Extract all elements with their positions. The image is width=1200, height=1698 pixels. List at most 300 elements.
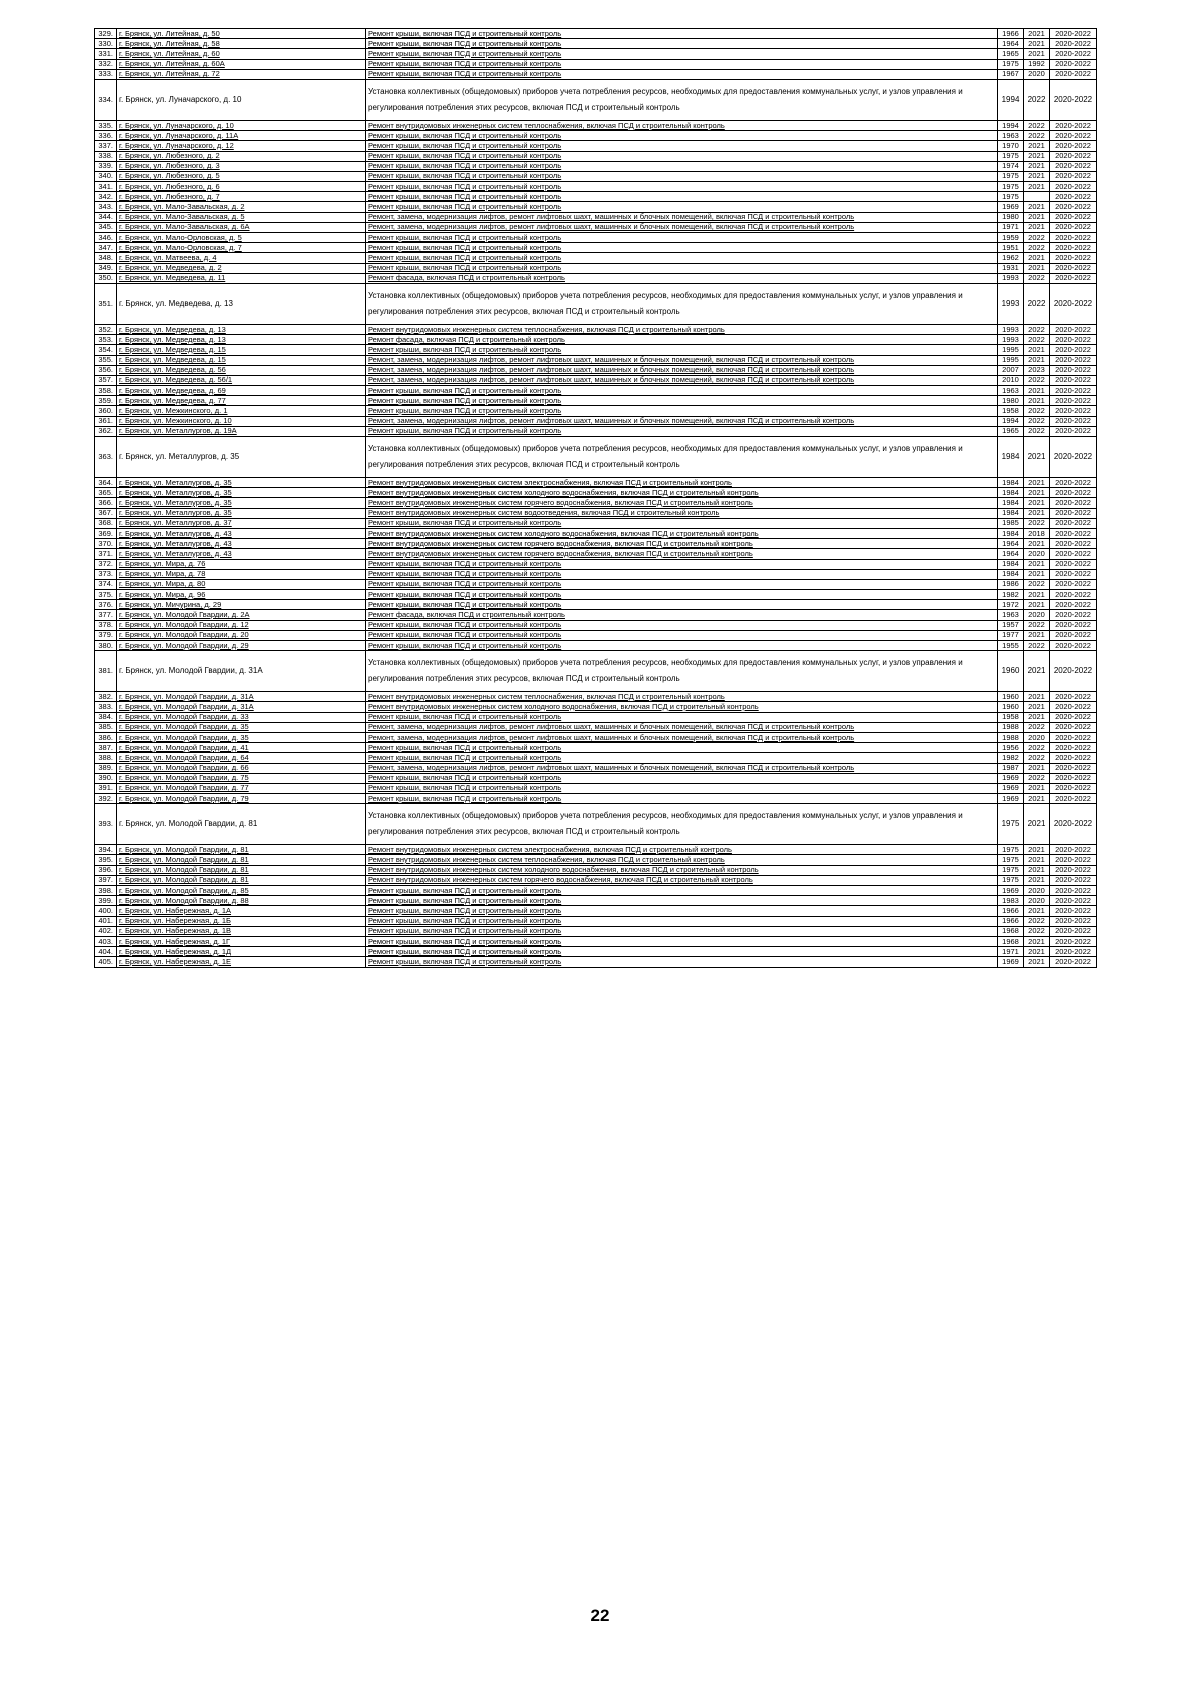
- build-year-cell: 1965: [998, 49, 1024, 59]
- planned-year-cell: 2022: [1024, 743, 1050, 753]
- empty-cell: [1113, 579, 1155, 589]
- table-row: [95, 437, 1155, 478]
- period-cell: 2020-2022: [1050, 120, 1097, 130]
- build-year-cell: 1960: [998, 702, 1024, 712]
- empty-cell: [1097, 947, 1113, 957]
- table-row: [95, 947, 1155, 957]
- empty-cell: [1113, 120, 1155, 130]
- address-cell: г. Брянск, ул. Мира, д. 96: [117, 590, 366, 600]
- row-number: 401.: [95, 916, 117, 926]
- period-cell: 2020-2022: [1050, 243, 1097, 253]
- address-cell: г. Брянск, ул. Молодой Гвардии, д. 85: [117, 886, 366, 896]
- table-row: [95, 69, 1155, 79]
- build-year-cell: 1975: [998, 855, 1024, 865]
- table-row: [95, 406, 1155, 416]
- period-cell: 2020-2022: [1050, 794, 1097, 804]
- address-cell: г. Брянск, ул. Металлургов, д. 35: [117, 508, 366, 518]
- period-cell: 2020-2022: [1050, 763, 1097, 773]
- work-type-cell: Ремонт внутридомовых инженерных систем холодного водоснабжения, включая ПСД и строительный контроль: [366, 702, 998, 712]
- row-number: 362.: [95, 426, 117, 436]
- address-cell: г. Брянск, ул. Молодой Гвардии, д. 31А: [117, 702, 366, 712]
- table-row: [95, 131, 1155, 141]
- period-cell: 2020-2022: [1050, 263, 1097, 273]
- work-type-cell: Ремонт крыши, включая ПСД и строительный контроль: [366, 29, 998, 39]
- row-number: 380.: [95, 641, 117, 651]
- empty-cell: [1113, 518, 1155, 528]
- period-cell: 2020-2022: [1050, 630, 1097, 640]
- work-type-cell: Ремонт крыши, включая ПСД и строительный контроль: [366, 192, 998, 202]
- empty-cell: [1113, 273, 1155, 283]
- planned-year-cell: 2021: [1024, 182, 1050, 192]
- work-type-cell: Ремонт внутридомовых инженерных систем горячего водоснабжения, включая ПСД и строительный контроль: [366, 875, 998, 885]
- table-row: [95, 365, 1155, 375]
- planned-year-cell: 2021: [1024, 396, 1050, 406]
- empty-cell: [1113, 39, 1155, 49]
- build-year-cell: 1960: [998, 651, 1024, 692]
- row-number: 395.: [95, 855, 117, 865]
- work-type-cell: Установка коллективных (общедомовых) приборов учета потребления ресурсов, необходимых для предоставления коммунальных услуг, и узлов управления и регулирования потребления этих ресурсов, включая ПСД и строительный контроль: [366, 437, 998, 478]
- address-cell: г. Брянск, ул. Луначарского, д. 12: [117, 141, 366, 151]
- address-cell: г. Брянск, ул. Набережная, д. 1Е: [117, 957, 366, 967]
- table-row: [95, 855, 1155, 865]
- planned-year-cell: 2022: [1024, 273, 1050, 283]
- work-type-cell: Ремонт крыши, включая ПСД и строительный контроль: [366, 906, 998, 916]
- row-number: 367.: [95, 508, 117, 518]
- row-number: 390.: [95, 773, 117, 783]
- address-cell: г. Брянск, ул. Молодой Гвардии, д. 31А: [117, 692, 366, 702]
- address-cell: г. Брянск, ул. Набережная, д. 1Г: [117, 936, 366, 946]
- table-row: [95, 620, 1155, 630]
- row-number: 405.: [95, 957, 117, 967]
- period-cell: 2020-2022: [1050, 518, 1097, 528]
- planned-year-cell: 2021: [1024, 39, 1050, 49]
- row-number: 342.: [95, 192, 117, 202]
- planned-year-cell: 2021: [1024, 498, 1050, 508]
- work-type-cell: Ремонт фасада, включая ПСД и строительный контроль: [366, 335, 998, 345]
- address-cell: г. Брянск, ул. Межкинского, д. 10: [117, 416, 366, 426]
- table-row: [95, 488, 1155, 498]
- row-number: 335.: [95, 120, 117, 130]
- table-row: [95, 896, 1155, 906]
- work-type-cell: Ремонт крыши, включая ПСД и строительный контроль: [366, 600, 998, 610]
- period-cell: 2020-2022: [1050, 222, 1097, 232]
- period-cell: 2020-2022: [1050, 855, 1097, 865]
- empty-cell: [1113, 743, 1155, 753]
- work-type-cell: Ремонт фасада, включая ПСД и строительный контроль: [366, 273, 998, 283]
- work-type-cell: Ремонт, замена, модернизация лифтов, ремонт лифтовых шахт, машинных и блочных помещений, включая ПСД и строительный контроль: [366, 763, 998, 773]
- work-type-cell: Ремонт внутридомовых инженерных систем теплоснабжения, включая ПСД и строительный контроль: [366, 855, 998, 865]
- table-row: [95, 202, 1155, 212]
- period-cell: 2020-2022: [1050, 579, 1097, 589]
- empty-cell: [1097, 437, 1113, 478]
- work-type-cell: Ремонт крыши, включая ПСД и строительный контроль: [366, 406, 998, 416]
- table-row: [95, 283, 1155, 324]
- row-number: 354.: [95, 345, 117, 355]
- planned-year-cell: 2021: [1024, 161, 1050, 171]
- address-cell: г. Брянск, ул. Любезного, д. 7: [117, 192, 366, 202]
- planned-year-cell: 2022: [1024, 641, 1050, 651]
- empty-cell: [1113, 926, 1155, 936]
- empty-cell: [1097, 539, 1113, 549]
- row-number: 389.: [95, 763, 117, 773]
- table-row: [95, 692, 1155, 702]
- period-cell: 2020-2022: [1050, 865, 1097, 875]
- empty-cell: [1113, 131, 1155, 141]
- empty-cell: [1097, 886, 1113, 896]
- empty-cell: [1097, 141, 1113, 151]
- period-cell: 2020-2022: [1050, 212, 1097, 222]
- empty-cell: [1113, 875, 1155, 885]
- build-year-cell: 1966: [998, 906, 1024, 916]
- period-cell: 2020-2022: [1050, 59, 1097, 69]
- build-year-cell: 1963: [998, 386, 1024, 396]
- table-row: [95, 263, 1155, 273]
- table-row: [95, 375, 1155, 385]
- table-row: [95, 212, 1155, 222]
- empty-cell: [1113, 692, 1155, 702]
- empty-cell: [1097, 406, 1113, 416]
- period-cell: 2020-2022: [1050, 416, 1097, 426]
- empty-cell: [1113, 947, 1155, 957]
- row-number: 366.: [95, 498, 117, 508]
- empty-cell: [1097, 478, 1113, 488]
- address-cell: г. Брянск, ул. Металлургов, д. 37: [117, 518, 366, 528]
- address-cell: г. Брянск, ул. Молодой Гвардии, д. 81: [117, 845, 366, 855]
- address-cell: г. Брянск, ул. Набережная, д. 1Д: [117, 947, 366, 957]
- table-row: [95, 906, 1155, 916]
- work-type-cell: Ремонт внутридомовых инженерных систем теплоснабжения, включая ПСД и строительный контроль: [366, 120, 998, 130]
- work-type-cell: Установка коллективных (общедомовых) приборов учета потребления ресурсов, необходимых для предоставления коммунальных услуг, и узлов управления и регулирования потребления этих ресурсов, включая ПСД и строительный контроль: [366, 79, 998, 120]
- period-cell: 2020-2022: [1050, 936, 1097, 946]
- empty-cell: [1097, 641, 1113, 651]
- address-cell: г. Брянск, ул. Молодой Гвардии, д. 29: [117, 641, 366, 651]
- table-row: [95, 39, 1155, 49]
- build-year-cell: 1975: [998, 865, 1024, 875]
- address-cell: г. Брянск, ул. Любезного, д. 6: [117, 182, 366, 192]
- build-year-cell: 1958: [998, 406, 1024, 416]
- empty-cell: [1097, 365, 1113, 375]
- row-number: 338.: [95, 151, 117, 161]
- work-type-cell: Ремонт, замена, модернизация лифтов, ремонт лифтовых шахт, машинных и блочных помещений, включая ПСД и строительный контроль: [366, 732, 998, 742]
- build-year-cell: 1965: [998, 426, 1024, 436]
- table-row: [95, 396, 1155, 406]
- table-row: [95, 518, 1155, 528]
- build-year-cell: 1975: [998, 192, 1024, 202]
- period-cell: 2020-2022: [1050, 365, 1097, 375]
- period-cell: 2020-2022: [1050, 528, 1097, 538]
- planned-year-cell: 2021: [1024, 957, 1050, 967]
- planned-year-cell: 2022: [1024, 620, 1050, 630]
- empty-cell: [1097, 253, 1113, 263]
- address-cell: г. Брянск, ул. Молодой Гвардии, д. 81: [117, 865, 366, 875]
- address-cell: г. Брянск, ул. Медведева, д. 69: [117, 386, 366, 396]
- empty-cell: [1113, 171, 1155, 181]
- row-number: 346.: [95, 233, 117, 243]
- period-cell: 2020-2022: [1050, 39, 1097, 49]
- empty-cell: [1113, 610, 1155, 620]
- empty-cell: [1097, 69, 1113, 79]
- work-type-cell: Ремонт крыши, включая ПСД и строительный контроль: [366, 161, 998, 171]
- build-year-cell: 1931: [998, 263, 1024, 273]
- empty-cell: [1097, 620, 1113, 630]
- planned-year-cell: 2022: [1024, 773, 1050, 783]
- row-number: 376.: [95, 600, 117, 610]
- planned-year-cell: 2021: [1024, 569, 1050, 579]
- empty-cell: [1097, 753, 1113, 763]
- period-cell: 2020-2022: [1050, 875, 1097, 885]
- row-number: 339.: [95, 161, 117, 171]
- work-type-cell: Установка коллективных (общедомовых) приборов учета потребления ресурсов, необходимых для предоставления коммунальных услуг, и узлов управления и регулирования потребления этих ресурсов, включая ПСД и строительный контроль: [366, 283, 998, 324]
- work-type-cell: Ремонт внутридомовых инженерных систем холодного водоснабжения, включая ПСД и строительный контроль: [366, 528, 998, 538]
- empty-cell: [1097, 426, 1113, 436]
- build-year-cell: 1982: [998, 590, 1024, 600]
- empty-cell: [1097, 131, 1113, 141]
- empty-cell: [1113, 773, 1155, 783]
- work-type-cell: Ремонт фасада, включая ПСД и строительный контроль: [366, 610, 998, 620]
- period-cell: 2020-2022: [1050, 324, 1097, 334]
- table-row: [95, 222, 1155, 232]
- planned-year-cell: 2022: [1024, 335, 1050, 345]
- table-row: [95, 600, 1155, 610]
- planned-year-cell: 2020: [1024, 610, 1050, 620]
- table-row: [95, 763, 1155, 773]
- planned-year-cell: 2021: [1024, 906, 1050, 916]
- empty-cell: [1097, 151, 1113, 161]
- planned-year-cell: 2018: [1024, 528, 1050, 538]
- empty-cell: [1097, 763, 1113, 773]
- empty-cell: [1113, 936, 1155, 946]
- planned-year-cell: 2021: [1024, 437, 1050, 478]
- build-year-cell: 1995: [998, 345, 1024, 355]
- address-cell: г. Брянск, ул. Медведева, д. 13: [117, 283, 366, 324]
- empty-cell: [1097, 49, 1113, 59]
- row-number: 355.: [95, 355, 117, 365]
- period-cell: 2020-2022: [1050, 804, 1097, 845]
- planned-year-cell: 2020: [1024, 69, 1050, 79]
- row-number: 402.: [95, 926, 117, 936]
- table-row: [95, 845, 1155, 855]
- empty-cell: [1113, 783, 1155, 793]
- empty-cell: [1113, 488, 1155, 498]
- empty-cell: [1097, 283, 1113, 324]
- period-cell: 2020-2022: [1050, 590, 1097, 600]
- empty-cell: [1113, 600, 1155, 610]
- planned-year-cell: 2022: [1024, 233, 1050, 243]
- work-type-cell: Ремонт крыши, включая ПСД и строительный контроль: [366, 569, 998, 579]
- empty-cell: [1113, 49, 1155, 59]
- build-year-cell: 1984: [998, 437, 1024, 478]
- build-year-cell: 1975: [998, 804, 1024, 845]
- empty-cell: [1097, 600, 1113, 610]
- empty-cell: [1097, 324, 1113, 334]
- planned-year-cell: 2022: [1024, 426, 1050, 436]
- planned-year-cell: 2021: [1024, 539, 1050, 549]
- build-year-cell: 1975: [998, 182, 1024, 192]
- empty-cell: [1113, 151, 1155, 161]
- table-row: [95, 579, 1155, 589]
- work-type-cell: Ремонт крыши, включая ПСД и строительный контроль: [366, 141, 998, 151]
- empty-cell: [1097, 29, 1113, 39]
- empty-cell: [1113, 478, 1155, 488]
- address-cell: г. Брянск, ул. Молодой Гвардии, д. 81: [117, 855, 366, 865]
- table-row: [95, 426, 1155, 436]
- work-type-cell: Ремонт крыши, включая ПСД и строительный контроль: [366, 794, 998, 804]
- table-row: [95, 243, 1155, 253]
- empty-cell: [1113, 365, 1155, 375]
- planned-year-cell: 2021: [1024, 355, 1050, 365]
- row-number: 348.: [95, 253, 117, 263]
- work-type-cell: Ремонт, замена, модернизация лифтов, ремонт лифтовых шахт, машинных и блочных помещений, включая ПСД и строительный контроль: [366, 222, 998, 232]
- work-type-cell: Установка коллективных (общедомовых) приборов учета потребления ресурсов, необходимых для предоставления коммунальных услуг, и узлов управления и регулирования потребления этих ресурсов, включая ПСД и строительный контроль: [366, 651, 998, 692]
- build-year-cell: 1975: [998, 171, 1024, 181]
- empty-cell: [1097, 355, 1113, 365]
- period-cell: 2020-2022: [1050, 732, 1097, 742]
- period-cell: 2020-2022: [1050, 702, 1097, 712]
- empty-cell: [1097, 845, 1113, 855]
- address-cell: г. Брянск, ул. Мало-Завальская, д. 2: [117, 202, 366, 212]
- table-row: [95, 273, 1155, 283]
- planned-year-cell: 2021: [1024, 865, 1050, 875]
- build-year-cell: 1968: [998, 926, 1024, 936]
- address-cell: г. Брянск, ул. Набережная, д. 1Б: [117, 916, 366, 926]
- address-cell: г. Брянск, ул. Медведева, д. 77: [117, 396, 366, 406]
- empty-cell: [1097, 916, 1113, 926]
- empty-cell: [1097, 804, 1113, 845]
- empty-cell: [1097, 233, 1113, 243]
- work-type-cell: Ремонт крыши, включая ПСД и строительный контроль: [366, 151, 998, 161]
- period-cell: 2020-2022: [1050, 783, 1097, 793]
- empty-cell: [1113, 59, 1155, 69]
- build-year-cell: 1972: [998, 600, 1024, 610]
- address-cell: г. Брянск, ул. Молодой Гвардии, д. 77: [117, 783, 366, 793]
- period-cell: 2020-2022: [1050, 539, 1097, 549]
- empty-cell: [1113, 702, 1155, 712]
- work-type-cell: Ремонт крыши, включая ПСД и строительный контроль: [366, 641, 998, 651]
- row-number: 379.: [95, 630, 117, 640]
- planned-year-cell: 2021: [1024, 702, 1050, 712]
- table-row: [95, 702, 1155, 712]
- empty-cell: [1097, 712, 1113, 722]
- planned-year-cell: 2022: [1024, 416, 1050, 426]
- build-year-cell: 1987: [998, 763, 1024, 773]
- work-type-cell: Ремонт крыши, включая ПСД и строительный контроль: [366, 518, 998, 528]
- address-cell: г. Брянск, ул. Луначарского, д. 11А: [117, 131, 366, 141]
- build-year-cell: 1984: [998, 508, 1024, 518]
- build-year-cell: 1969: [998, 202, 1024, 212]
- build-year-cell: 1988: [998, 732, 1024, 742]
- table-row: [95, 253, 1155, 263]
- address-cell: г. Брянск, ул. Молодой Гвардии, д. 2А: [117, 610, 366, 620]
- address-cell: г. Брянск, ул. Литейная, д. 50: [117, 29, 366, 39]
- planned-year-cell: 2021: [1024, 488, 1050, 498]
- empty-cell: [1113, 528, 1155, 538]
- empty-cell: [1113, 732, 1155, 742]
- build-year-cell: 1969: [998, 957, 1024, 967]
- period-cell: 2020-2022: [1050, 345, 1097, 355]
- empty-cell: [1113, 763, 1155, 773]
- row-number: 372.: [95, 559, 117, 569]
- planned-year-cell: 2021: [1024, 855, 1050, 865]
- planned-year-cell: 2021: [1024, 345, 1050, 355]
- work-type-cell: Ремонт крыши, включая ПСД и строительный контроль: [366, 916, 998, 926]
- empty-cell: [1097, 386, 1113, 396]
- row-number: 347.: [95, 243, 117, 253]
- build-year-cell: 1975: [998, 59, 1024, 69]
- row-number: 371.: [95, 549, 117, 559]
- planned-year-cell: 2020: [1024, 549, 1050, 559]
- empty-cell: [1113, 712, 1155, 722]
- row-number: 388.: [95, 753, 117, 763]
- work-type-cell: Ремонт внутридомовых инженерных систем теплоснабжения, включая ПСД и строительный контроль: [366, 692, 998, 702]
- row-number: 386.: [95, 732, 117, 742]
- build-year-cell: 1975: [998, 151, 1024, 161]
- row-number: 364.: [95, 478, 117, 488]
- table-row: [95, 49, 1155, 59]
- empty-cell: [1113, 253, 1155, 263]
- table-row: [95, 886, 1155, 896]
- address-cell: г. Брянск, ул. Набережная, д. 1В: [117, 926, 366, 936]
- empty-cell: [1097, 794, 1113, 804]
- address-cell: г. Брянск, ул. Медведева, д. 15: [117, 355, 366, 365]
- work-type-cell: Ремонт, замена, модернизация лифтов, ремонт лифтовых шахт, машинных и блочных помещений, включая ПСД и строительный контроль: [366, 722, 998, 732]
- table-row: [95, 936, 1155, 946]
- empty-cell: [1113, 355, 1155, 365]
- work-type-cell: Ремонт крыши, включая ПСД и строительный контроль: [366, 171, 998, 181]
- table-row: [95, 141, 1155, 151]
- build-year-cell: 1977: [998, 630, 1024, 640]
- period-cell: 2020-2022: [1050, 896, 1097, 906]
- empty-cell: [1113, 957, 1155, 967]
- address-cell: г. Брянск, ул. Молодой Гвардии, д. 88: [117, 896, 366, 906]
- empty-cell: [1097, 171, 1113, 181]
- period-cell: 2020-2022: [1050, 182, 1097, 192]
- empty-cell: [1097, 396, 1113, 406]
- period-cell: 2020-2022: [1050, 773, 1097, 783]
- planned-year-cell: 2022: [1024, 579, 1050, 589]
- address-cell: г. Брянск, ул. Молодой Гвардии, д. 66: [117, 763, 366, 773]
- planned-year-cell: 2021: [1024, 712, 1050, 722]
- work-type-cell: Ремонт внутридомовых инженерных систем водоотведения, включая ПСД и строительный контроль: [366, 508, 998, 518]
- period-cell: 2020-2022: [1050, 753, 1097, 763]
- row-number: 341.: [95, 182, 117, 192]
- table-row: [95, 59, 1155, 69]
- address-cell: г. Брянск, ул. Молодой Гвардии, д. 35: [117, 732, 366, 742]
- period-cell: 2020-2022: [1050, 192, 1097, 202]
- table-row: [95, 416, 1155, 426]
- row-number: 384.: [95, 712, 117, 722]
- build-year-cell: 1964: [998, 549, 1024, 559]
- build-year-cell: 1975: [998, 845, 1024, 855]
- row-number: 340.: [95, 171, 117, 181]
- row-number: 381.: [95, 651, 117, 692]
- table-row: [95, 171, 1155, 181]
- empty-cell: [1097, 498, 1113, 508]
- address-cell: г. Брянск, ул. Молодой Гвардии, д. 33: [117, 712, 366, 722]
- table-row: [95, 916, 1155, 926]
- build-year-cell: 1984: [998, 478, 1024, 488]
- empty-cell: [1113, 212, 1155, 222]
- empty-cell: [1097, 692, 1113, 702]
- work-type-cell: Ремонт крыши, включая ПСД и строительный контроль: [366, 263, 998, 273]
- row-number: 393.: [95, 804, 117, 845]
- empty-cell: [1113, 29, 1155, 39]
- work-type-cell: Ремонт, замена, модернизация лифтов, ремонт лифтовых шахт, машинных и блочных помещений, включая ПСД и строительный контроль: [366, 375, 998, 385]
- empty-cell: [1097, 79, 1113, 120]
- period-cell: 2020-2022: [1050, 916, 1097, 926]
- empty-cell: [1113, 641, 1155, 651]
- build-year-cell: 1963: [998, 610, 1024, 620]
- empty-cell: [1097, 202, 1113, 212]
